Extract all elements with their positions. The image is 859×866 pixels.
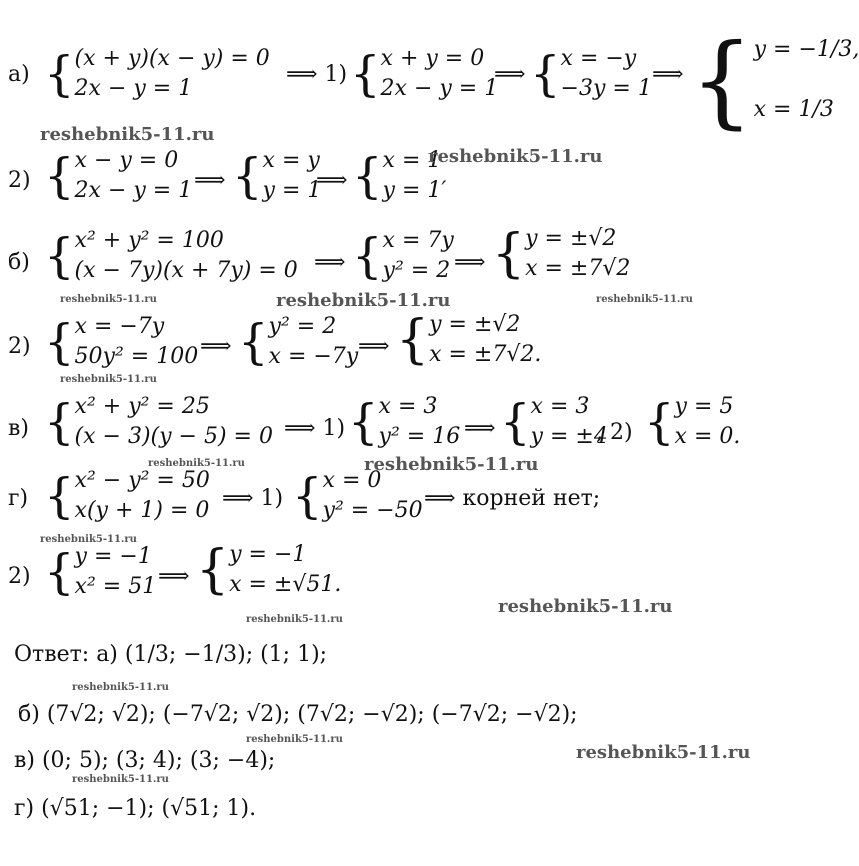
brace-icon: {	[44, 148, 75, 204]
system-a2-3: { x = 1 y = 1′	[352, 148, 447, 204]
watermark: reshebnik5-11.ru	[40, 534, 137, 545]
brace-icon: {	[352, 148, 383, 204]
brace-icon: {	[44, 468, 75, 524]
watermark: reshebnik5-11.ru	[40, 124, 215, 145]
system-a-1: { (x + y)(x − y) = 0 2x − y = 1	[44, 46, 270, 102]
watermark: reshebnik5-11.ru	[246, 734, 343, 745]
system-v-3: { x = 3 y = ±4	[500, 394, 608, 450]
brace-icon: {	[196, 540, 230, 600]
watermark: reshebnik5-11.ru	[60, 294, 157, 305]
system-v-1: { x² + y² = 25 (x − 3)(y − 5) = 0	[44, 394, 273, 450]
brace-icon: {	[500, 394, 531, 450]
brace-icon: {	[352, 228, 383, 284]
answer-g: г) (√51; −1); (√51; 1).	[14, 796, 257, 821]
brace-icon: {	[690, 21, 754, 139]
label-a: а)	[8, 62, 30, 87]
arrow-g2-1: ⟹	[158, 564, 190, 589]
brace-icon: {	[530, 46, 561, 102]
arrow-b2-2: ⟹	[358, 334, 390, 359]
system-g-2: { x = 0 y² = −50	[292, 468, 423, 524]
watermark: reshebnik5-11.ru	[576, 742, 751, 763]
answer-v: в) (0; 5); (3; 4); (3; −4);	[14, 748, 276, 773]
arrow-v-2: ⟹	[464, 416, 496, 441]
system-g2-2: { y = −1 x = ±√51.	[196, 540, 342, 600]
system-a-4: { y = −1/3, x = 1/3	[690, 21, 859, 139]
arrow-v-1: ⟹ 1)	[284, 416, 346, 441]
arrow-g-1: ⟹ 1)	[222, 486, 284, 511]
brace-icon: {	[238, 314, 269, 370]
arrow-a-1: ⟹ 1)	[286, 62, 348, 87]
label-a2: 2)	[8, 168, 31, 193]
arrow-a2-1: ⟹	[194, 168, 226, 193]
brace-icon: {	[44, 228, 75, 284]
brace-icon: {	[348, 394, 379, 450]
arrow-a-3: ⟹	[652, 62, 684, 87]
label-v: в)	[8, 416, 29, 441]
watermark: reshebnik5-11.ru	[596, 294, 693, 305]
watermark: reshebnik5-11.ru	[148, 458, 245, 469]
system-a2-2: { x = y y = 1	[232, 148, 322, 204]
system-b2-3: { y = ±√2 x = ±7√2.	[396, 310, 542, 370]
arrow-a2-2: ⟹	[316, 168, 348, 193]
watermark: reshebnik5-11.ru	[498, 596, 673, 617]
watermark: reshebnik5-11.ru	[364, 454, 539, 475]
system-a-2: { x + y = 0 2x − y = 1	[350, 46, 499, 102]
answer-b: б) (7√2; √2); (−7√2; √2); (7√2; −√2); (−7√2; −√2);	[18, 702, 578, 727]
separator-v: , 2)	[596, 420, 633, 445]
brace-icon: {	[492, 224, 526, 284]
label-g2: 2)	[8, 564, 31, 589]
brace-icon: {	[350, 46, 381, 102]
system-g2-1: { y = −1 x² = 51	[44, 544, 157, 600]
label-b2: 2)	[8, 334, 31, 359]
system-b2-2: { y² = 2 x = −7y	[238, 314, 359, 370]
brace-icon: {	[44, 46, 75, 102]
watermark: reshebnik5-11.ru	[276, 290, 451, 311]
system-b-2: { x = 7y y² = 2	[352, 228, 454, 284]
watermark: reshebnik5-11.ru	[72, 774, 169, 785]
label-b: б)	[8, 250, 30, 275]
system-b2-1: { x = −7y 50y² = 100	[44, 314, 199, 370]
watermark: reshebnik5-11.ru	[246, 614, 343, 625]
label-g: г)	[8, 486, 29, 511]
system-g-1: { x² − y² = 50 x(y + 1) = 0	[44, 468, 210, 524]
system-b-3: { y = ±√2 x = ±7√2	[492, 224, 631, 284]
brace-icon: {	[396, 310, 430, 370]
system-b-1: { x² + y² = 100 (x − 7y)(x + 7y) = 0	[44, 228, 298, 284]
arrow-b-1: ⟹	[314, 250, 346, 275]
brace-icon: {	[232, 148, 263, 204]
arrow-b2-1: ⟹	[200, 334, 232, 359]
system-v-4: { y = 5 x = 0.	[644, 394, 741, 450]
arrow-a-2: ⟹	[494, 62, 526, 87]
system-v-2: { x = 3 y² = 16	[348, 394, 461, 450]
system-a-3: { x = −y −3y = 1	[530, 46, 652, 102]
brace-icon: {	[44, 544, 75, 600]
watermark: reshebnik5-11.ru	[60, 374, 157, 385]
watermark: reshebnik5-11.ru	[428, 146, 603, 167]
answer-a: Ответ: а) (1/3; −1/3); (1; 1);	[14, 642, 328, 667]
brace-icon: {	[44, 314, 75, 370]
system-a2-1: { x − y = 0 2x − y = 1	[44, 148, 193, 204]
tail-g: ⟹ корней нет;	[424, 486, 601, 511]
arrow-b-2: ⟹	[454, 250, 486, 275]
brace-icon: {	[292, 468, 323, 524]
watermark: reshebnik5-11.ru	[72, 682, 169, 693]
brace-icon: {	[644, 394, 675, 450]
brace-icon: {	[44, 394, 75, 450]
